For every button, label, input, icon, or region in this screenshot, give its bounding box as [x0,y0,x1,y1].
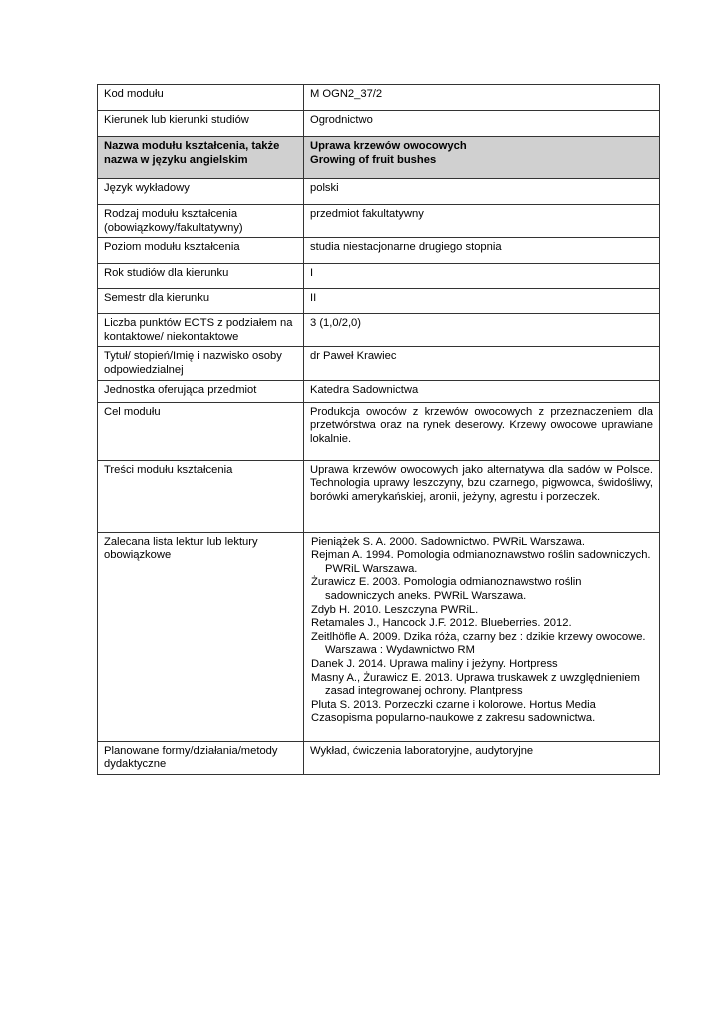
list-item: Zeitlhöfle A. 2009. Dzika róża, czarny bez : dzikie krzewy owocowe. Warszawa : Wydawnictwo RM [311,630,646,657]
table-row [98,380,660,402]
table-row [98,179,660,205]
table-row [98,532,660,741]
row-label: Rok studiów dla kierunku [98,264,304,289]
table-row [98,347,660,380]
table-row [98,205,660,238]
row-value [304,137,660,179]
module-table [97,84,660,775]
list-item: Masny A., Żurawicz E. 2013. Uprawa truskawek z uwzględnieniem zasad integrowanej ochrony. Plantpress [311,671,640,698]
table-row [98,460,660,532]
row-value: 3 (1,0/2,0) [304,314,660,347]
row-value: polski [304,179,660,205]
table-row [98,85,660,111]
row-value: Wykład, ćwiczenia laboratoryjne, audytoryjne [304,741,660,774]
row-value: Produkcja owoców z krzewów owocowych z przeznaczeniem dla przetwórstwa oraz na rynek deserowy. Krzewy owocowe uprawiane lokalnie. [304,402,660,460]
list-item: Retamales J., Hancock J.F. 2012. Blueberries. 2012. [311,617,572,630]
row-label: Treści modułu kształcenia [98,460,304,532]
row-value: studia niestacjonarne drugiego stopnia [304,238,660,264]
table-row [98,314,660,347]
list-item: Zdyb H. 2010. Leszczyna PWRiL. [311,603,479,616]
row-label: Liczba punktów ECTS z podziałem na kontaktowe/ niekontaktowe [98,314,304,347]
row-value: I [304,264,660,289]
list-item: Żurawicz E. 2003. Pomologia odmianoznawstwo roślin sadowniczych aneks. PWRiL Warszawa. [311,576,582,602]
module-name-en: Growing of fruit bushes [310,153,437,166]
row-label: Jednostka oferująca przedmiot [98,380,304,402]
row-label: Planowane formy/działania/metody dydaktyczne [98,741,304,774]
list-item: Rejman A. 1994. Pomologia odmianoznawstwo roślin sadowniczych. PWRiL Warszawa. [311,549,651,575]
row-label: Kierunek lub kierunki studiów [98,111,304,137]
row-label: Nazwa modułu kształcenia, także nazwa w języku angielskim [98,137,304,179]
module-name-pl: Uprawa krzewów owocowych [310,140,467,152]
row-label: Tytuł/ stopień/Imię i nazwisko osoby odpowiedzialnej [98,347,304,380]
list-item: Danek J. 2014. Uprawa maliny i jeżyny. Hortpress [311,657,558,670]
list-item: Pluta S. 2013. Porzeczki czarne i kolorowe. Hortus Media [311,698,596,711]
row-value: dr Paweł Krawiec [304,347,660,380]
table-row [98,289,660,314]
table-row [98,402,660,460]
table-row [98,741,660,774]
row-label: Kod modułu [98,85,304,111]
row-label: Poziom modułu kształcenia [98,238,304,264]
row-label: Cel modułu [98,402,304,460]
reading-list [304,532,660,741]
table-row [98,111,660,137]
table-row-header [98,137,660,179]
row-value: Katedra Sadownictwa [304,380,660,402]
row-label: Język wykładowy [98,179,304,205]
row-value: M OGN2_37/2 [304,85,660,111]
row-value: Ogrodnictwo [304,111,660,137]
row-label: Rodzaj modułu kształcenia (obowiązkowy/fakultatywny) [98,205,304,238]
row-label: Semestr dla kierunku [98,289,304,314]
row-value: Uprawa krzewów owocowych jako alternatywa dla sadów w Polsce. Technologia uprawy leszczyny, bzu czarnego, pigwowca, świdośliwy, borówki amerykańskiej, aronii, jeżyny, agrestu i porzeczek. [304,460,660,532]
list-item: Pieniążek S. A. 2000. Sadownictwo. PWRiL Warszawa. [311,535,586,548]
list-item: Czasopisma popularno-naukowe z zakresu sadownictwa. [311,712,596,725]
table-row [98,264,660,289]
row-value: II [304,289,660,314]
row-label: Zalecana lista lektur lub lektury obowiązkowe [98,532,304,741]
row-value: przedmiot fakultatywny [304,205,660,238]
table-row [98,238,660,264]
